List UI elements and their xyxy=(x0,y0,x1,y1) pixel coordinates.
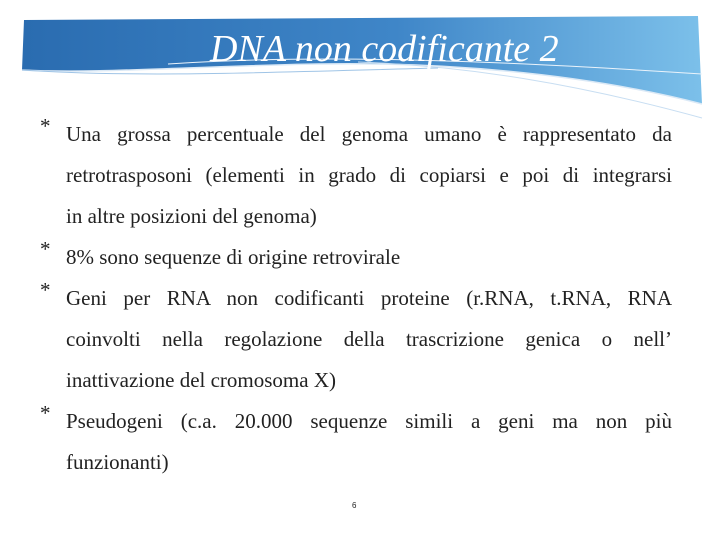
bullet-line: inattivazione del cromosoma X) xyxy=(66,368,336,392)
bullet-line: Pseudogeni (c.a. 20.000 sequenze simili a geni ma non più xyxy=(66,409,672,433)
bullet-item xyxy=(40,237,672,278)
slide-title: DNA non codificante 2 xyxy=(210,28,559,70)
bullet-line: coinvolti nella regolazione della trascrizione genica o nell’ xyxy=(66,327,672,351)
bullet-mark: * xyxy=(40,401,51,425)
bullet-item xyxy=(40,278,672,401)
bullet-line: funzionanti) xyxy=(66,450,169,474)
bullet-list xyxy=(40,114,672,483)
bullet-mark: * xyxy=(40,237,51,261)
bullet-item xyxy=(40,114,672,237)
bullet-mark: * xyxy=(40,278,51,302)
bullet-line: in altre posizioni del genoma) xyxy=(66,204,317,228)
bullet-mark: * xyxy=(40,114,51,138)
bullet-line: 8% sono sequenze di origine retrovirale xyxy=(66,245,401,269)
bullet-line: Geni per RNA non codificanti proteine (r.RNA, t.RNA, RNA xyxy=(66,286,672,310)
page-number: 6 xyxy=(352,501,357,510)
bullet-item xyxy=(40,401,672,483)
title-banner xyxy=(18,14,704,122)
bullet-line: retrotrasposoni (elementi in grado di copiarsi e poi di integrarsi xyxy=(66,163,672,187)
bullet-line: Una grossa percentuale del genoma umano è rappresentato da xyxy=(66,122,672,146)
